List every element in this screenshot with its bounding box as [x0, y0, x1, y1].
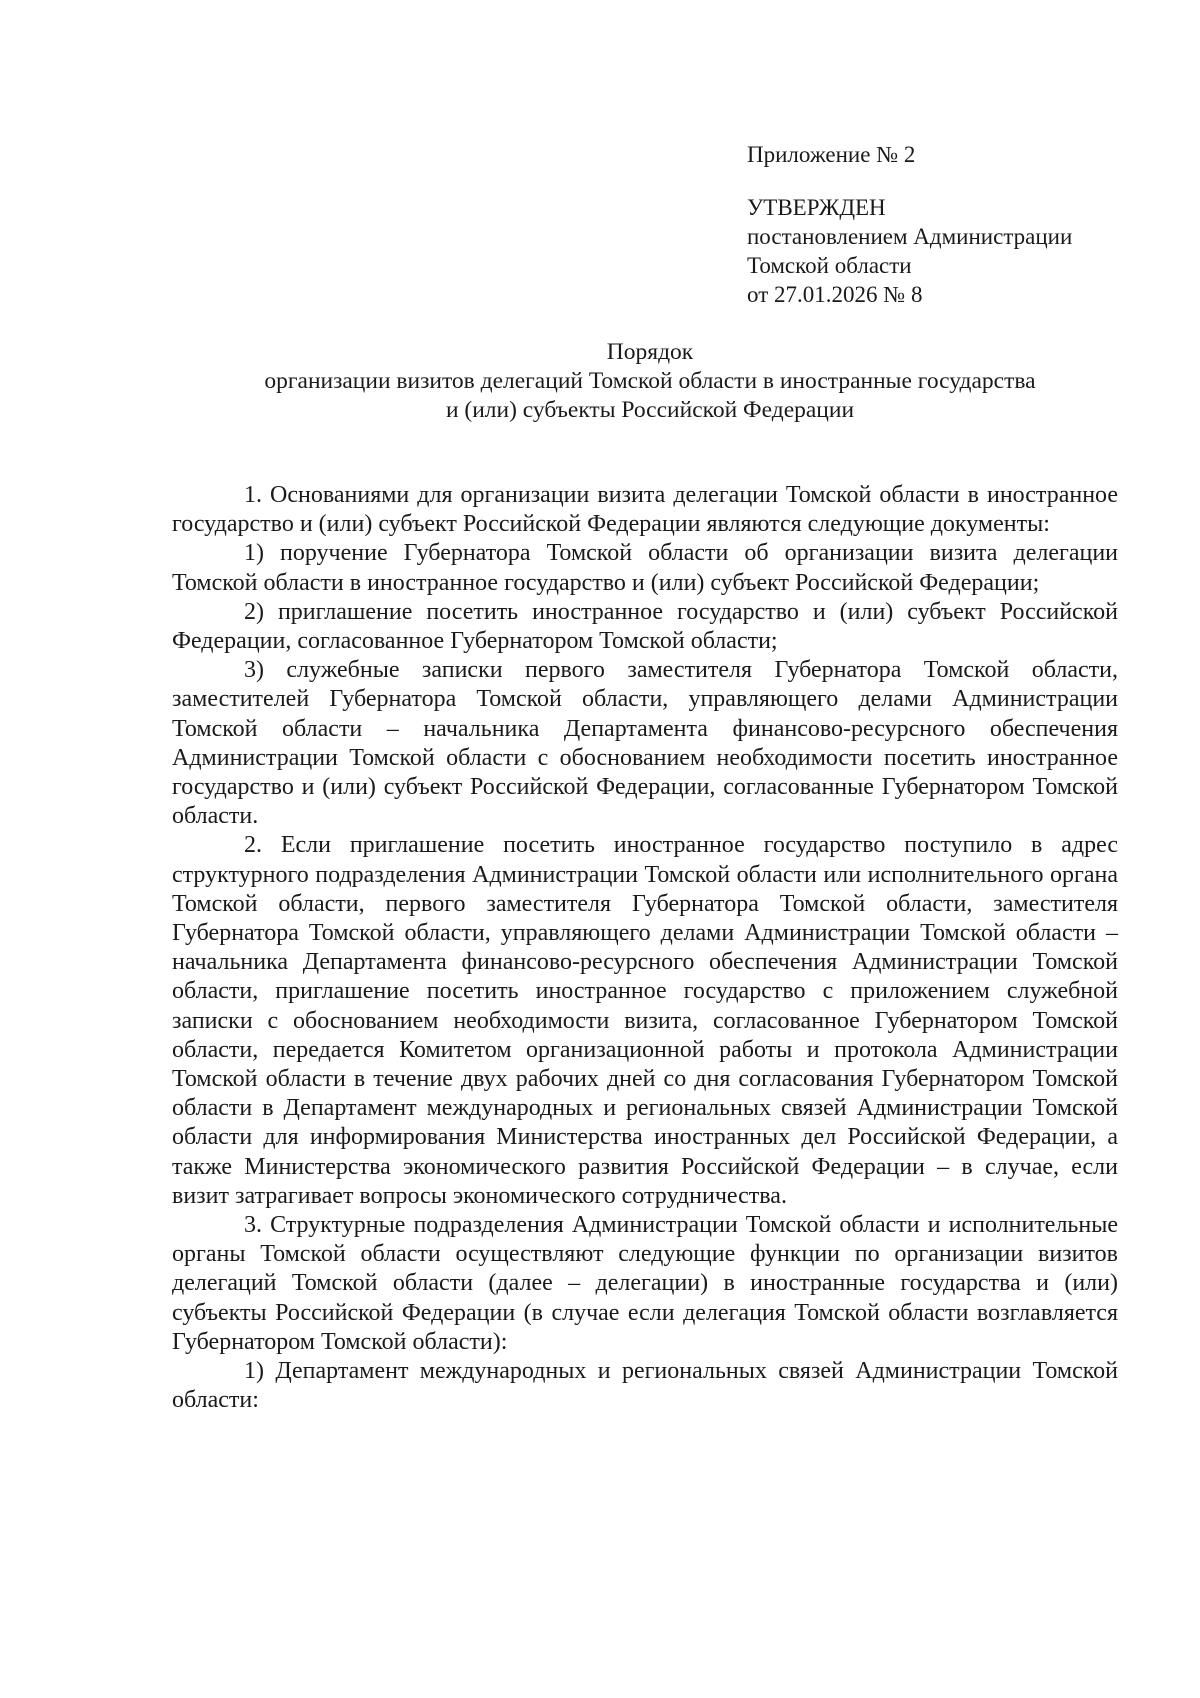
- spacer: [747, 169, 1167, 193]
- document-title: [160, 338, 1140, 425]
- document-body: [172, 481, 1118, 1416]
- approved-by-region: Томской области: [747, 253, 912, 278]
- approval-date: от 27.01.2026 № 8: [747, 282, 923, 307]
- paragraph-3: 3. Структурные подразделения Администрации Томской области и исполнительные органы Томской области осуществляют следующие функции по организации визитов делегаций Томской области (далее – делегации) в иностранные государства и (или) субъекты Российской Федерации (в случае если делегация Томской области возглавляется Губернатором Томской области):: [172, 1212, 1118, 1355]
- paragraph-3-item-1: 1) Департамент международных и региональных связей Администрации Томской области:: [172, 1358, 1118, 1414]
- paragraph-1: 1. Основаниями для организации визита делегации Томской области в иностранное государство и (или) субъект Российской Федерации являются следующие документы:: [172, 482, 1118, 538]
- paragraph-2: 2. Если приглашение посетить иностранное государство поступило в адрес структурного подразделения Администрации Томской области или исполнительного органа Томской области, первого заместителя Губернатора Томской области, заместителя Губернатора Томской области, управляющего делами Администрации Томской области – начальника Департамента финансово-ресурсного обеспечения Администрации Томской области, приглашение посетить иностранное государство с приложением служебной записки с обоснованием необходимости визита, согласованное Губернатором Томской области, передается Комитетом организационной работы и протокола Администрации Томской области в течение двух рабочих дней со дня согласования Губернатором Томской области в Департамент международных и региональных связей Администрации Томской области для информирования Министерства иностранных дел Российской Федерации, а также Министерства экономического развития Российской Федерации – в случае, если визит затрагивает вопросы экономического сотрудничества.: [172, 832, 1118, 1209]
- title-heading: Порядок: [606, 339, 694, 365]
- paragraph-1-item-3: 3) служебные записки первого заместителя Губернатора Томской области, заместителей Губернатора Томской области, управляющего делами Администрации Томской области – начальника Департамента финансово-ресурсного обеспечения Администрации Томской области с обоснованием необходимости посетить иностранное государство и (или) субъект Российской Федерации, согласованные Губернатором Томской области.: [172, 657, 1118, 830]
- approval-block: [747, 140, 1167, 309]
- paragraph-1-item-1: 1) поручение Губернатора Томской области об организации визита делегации Томской области в иностранное государство и (или) субъект Российской Федерации;: [172, 540, 1118, 596]
- approved-by-line: постановлением Администрации: [747, 224, 1073, 249]
- approved-label: УТВЕРЖДЕН: [747, 195, 886, 220]
- title-subject-line: организации визитов делегаций Томской области в иностранные государства: [264, 368, 1036, 394]
- paragraph-1-item-2: 2) приглашение посетить иностранное государство и (или) субъект Российской Федерации, согласованное Губернатором Томской области;: [172, 598, 1118, 655]
- appendix-label: Приложение № 2: [747, 142, 916, 167]
- title-subject-line-end: и (или) субъекты Российской Федерации: [445, 397, 855, 423]
